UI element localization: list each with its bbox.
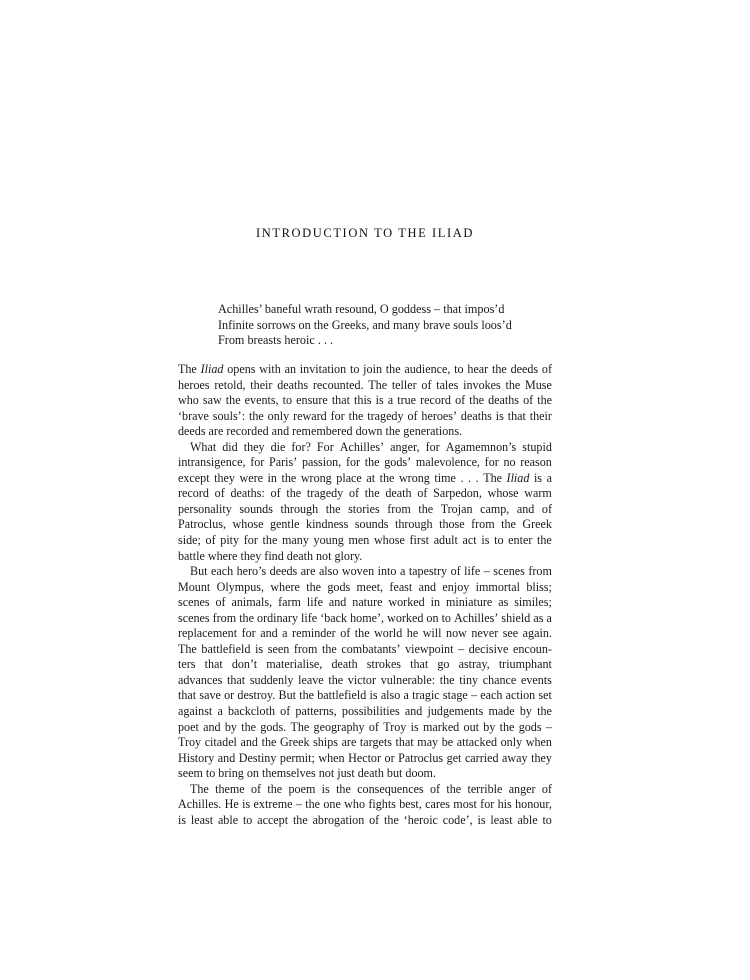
paragraph: [178, 782, 552, 829]
epigraph: [218, 302, 558, 349]
text-line: replacement for and a reminder of the world he will now never see again.: [178, 626, 552, 641]
paragraph: [178, 564, 552, 782]
text-line: intransigence, for Paris’ passion, for the gods’ malevolence, for no reason: [178, 455, 552, 470]
epigraph-line: Infinite sorrows on the Greeks, and many brave souls loos’d: [218, 317, 512, 332]
text-line: deeds are recorded and remembered down the generations.: [178, 424, 463, 439]
text-line: seem to bring on themselves not just death but doom.: [178, 766, 436, 781]
text-line: Patroclus, whose gentle kindness sounds through those from the Greek: [178, 517, 552, 532]
paragraph: [178, 440, 552, 564]
epigraph-line: Achilles’ baneful wrath resound, O goddess – that impos’d: [218, 302, 505, 316]
text-line: is least able to accept the abrogation of the ‘heroic code’, is least able to: [178, 812, 552, 827]
chapter-title: INTRODUCTION TO THE ILIAD: [255, 226, 475, 240]
text-line: heroes retold, their deaths recounted. The teller of tales invokes the Muse: [178, 377, 552, 392]
text-line: that save or destroy. But the battlefield is also a tragic stage – each action set: [178, 688, 552, 703]
text-line: side; of pity for the many young men whose first adult act is to enter the: [178, 533, 552, 548]
text-line: who saw the events, to ensure that this is a true record of the deaths of the: [178, 393, 552, 408]
text-line: Achilles. He is extreme – the one who fights best, cares most for his honour,: [178, 797, 552, 812]
text-line: What did they die for? For Achilles’ anger, for Agamemnon’s stupid: [190, 439, 552, 454]
text-line: personality sounds through the stories from the Trojan camp, and of: [178, 501, 552, 516]
text-line: The battlefield is seen from the combatants’ viewpoint – decisive encoun-: [178, 641, 552, 656]
text-line: poet and by the gods. The geography of Troy is marked out by the gods –: [178, 719, 552, 734]
text-line: But each hero’s deeds are also woven into a tapestry of life – scenes from: [190, 564, 552, 579]
text-line: Troy citadel and the Greek ships are targets that may be attacked only when: [178, 735, 552, 750]
paragraph: [178, 362, 552, 440]
text-line: against a backcloth of patterns, possibilities and judgements made by the: [178, 704, 552, 719]
text-line: record of deaths: of the tragedy of the death of Sarpedon, whose warm: [178, 486, 552, 501]
text-line: Mount Olympus, where the gods meet, feast and enjoy immortal bliss;: [178, 579, 552, 594]
text-line: scenes from the ordinary life ‘back home’, worked on to Achilles’ shield as a: [178, 610, 552, 625]
text-line: battle where they find death not glory.: [178, 548, 363, 563]
text-line: scenes of animals, farm life and nature worked in miniature as similes;: [178, 595, 552, 610]
text-line: except they were in the wrong place at the wrong time . . . The Iliad is a: [178, 470, 552, 485]
epigraph-line: From breasts heroic . . .: [218, 333, 334, 348]
text-line: History and Destiny permit; when Hector or Patroclus get carried away they: [178, 750, 552, 765]
body-text: [178, 362, 552, 828]
text-line: The Iliad opens with an invitation to join the audience, to hear the deeds of: [178, 362, 552, 376]
text-line: The theme of the poem is the consequences of the terrible anger of: [190, 781, 552, 796]
text-line: ters that don’t materialise, death strokes that go astray, triumphant: [178, 657, 552, 672]
text-line: advances that suddenly leave the victor vulnerable: the tiny chance events: [178, 672, 552, 687]
text-line: ‘brave souls’: the only reward for the tragedy of heroes’ deaths is that their: [178, 408, 552, 423]
